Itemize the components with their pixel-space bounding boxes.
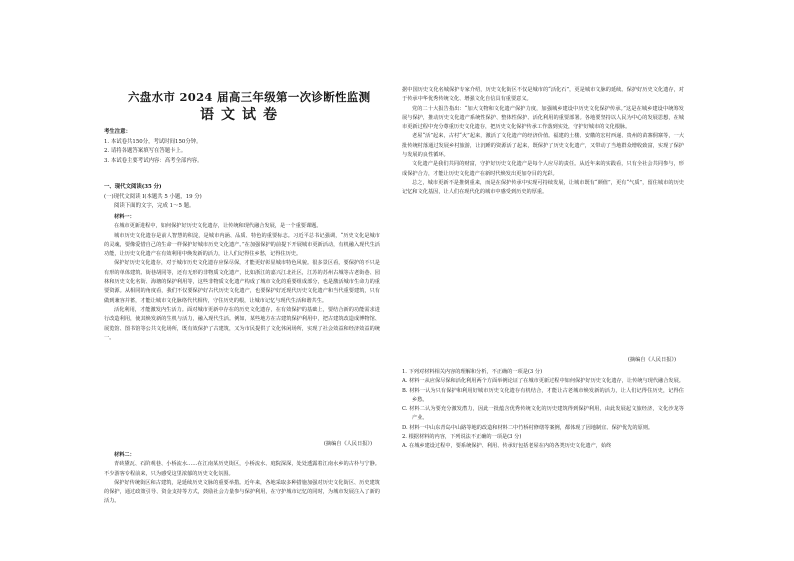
exam-title: 六盘水市 2024 届高三年级第一次诊断性监测: [128, 90, 371, 104]
section-header: [104, 183, 380, 212]
question-2-option: A. 在城乡建设过程中，要系统保护、利用、传承好包括老屋在内的各类历史文化遗产，始终: [402, 443, 612, 450]
material-2: [104, 451, 380, 556]
material-1-source: (摘编自《人民日报》): [323, 441, 372, 447]
question-1-option: D. 材料一中山东青岛中山路等地的改造和材料二中竹桥村修缮等案例，都体现了因地制宜、保护优先的原则。: [402, 424, 654, 431]
material-2-label: 材料二：: [114, 452, 135, 458]
exam-subtitle: 语文试卷: [200, 107, 284, 123]
right-source-row: [402, 356, 684, 365]
material-1: [104, 213, 380, 438]
notice-heading: 考生注意：: [104, 129, 131, 135]
notice-block: [104, 128, 380, 166]
question-2-stem: 2. 根据材料的内容，下列说法不正确的一项是(3 分): [402, 434, 522, 441]
question-1-option: A. 材料一从应保尽保和活化利用两个方面举例论证了在城市更新过程中如何保护好历史文化遗存，让传统与现代融合发展。: [402, 378, 684, 385]
right-column: [397, 0, 794, 561]
material-1-label: 材料一：: [114, 214, 135, 220]
notice-item: 2. 请将各题答案填写在答题卡上。: [104, 148, 187, 155]
notice-item: 3. 本试卷主要考试内容：高考全部内容。: [104, 157, 203, 164]
question-1-option: B. 材料一认为只有保护和利用好城市历史文化遗存有机结合，才能让古老城市焕发新的活力，让人们记得住历史，记得住乡愁。: [402, 387, 684, 403]
questions-block: [402, 368, 684, 556]
section-instruction: 阅读下面的文字，完成 1～5 题。: [114, 203, 195, 210]
material-1-paragraph: 城市历史文化遗存是前人智慧的积淀，是城市内涵、品质、特色的重要标志。习近平总书记强调，“历史文化是城市的灵魂，要像爱惜自己的生命一样保护好城市历史文化遗产。”在加强保护的前提下开展城市更新活动，有机融入现代生活功能，让历史文化遗产在有效利用中焕发新的活力，让人们记得住乡愁，记得住历史。: [104, 232, 380, 258]
right-source: (摘编自《人民日报》): [627, 357, 676, 363]
material-1-source-row: [104, 440, 380, 449]
right-paragraph: 总之，城市更新不是推倒重来，而是在保护传承中实现可持续发展，让城市既有“颜值”，更有“气质”，留住城市的历史记忆和文化基因，让人们在现代化的城市中感受到历史的厚重。: [402, 179, 684, 196]
right-paragraph: 文化遗产是我们共同的财富，守护好历史文化遗产是每个人应尽的责任。从近年来的实践看，只有全社会共同参与，形成保护合力，才能让历史文化遗产在新时代焕发出更加夺目的光彩。: [402, 161, 684, 177]
material-1-paragraph: 在城市更新进程中，如何保护好历史文化遗存，让传统和现代融合发展，是一个重要课题。: [114, 223, 322, 230]
right-paragraph: 老屋“活”起来，古村“火”起来，激活了文化遗产的经济价值。福建的土楼、安徽的宏村西递、贵州的苗寨侗寨等，一大批传统村落通过发展乡村旅游，让沉睡的资源活了起来，既保护了历史文化遗产，又带动了当地群众增收致富，实现了保护与发展的良性循环。: [402, 133, 684, 159]
material-1-paragraph: 活化利用，才能激发内生活力。面对城市更新中存在的历史文化遗存，在有效保护的基础上，要结合新的功能需求进行改造利用，使其焕发新的生机与活力，融入现代生活。例如，某些地方在古建筑保护利用中，把古建筑改造成博物馆、展览馆、图书馆等公共文化场所，既有效保护了古建筑，又为市民提供了文化休闲场所，实现了社会效益和经济效益的统一。: [104, 306, 380, 341]
right-column-text: [402, 86, 684, 352]
material-2-paragraph: 青砖黛瓦、石阶观巷、小桥流水……在江南某历史街区，小桥流水、庭院深深，处处透露着江南水乡的古朴与宁静。不少游客专程前来，只为感受这里浓郁的历史文化氛围。: [104, 461, 380, 477]
material-1-paragraph: 保护好历史文化遗存，对于城市历史文化遗存应保尽保，才能更好彰显城市特色风貌。很多景区看，要保护的不只是有形的单体建筑、街巷胡同等，还有无形的非物质文化遗产，比如浙江的嘉兴江北社区，江苏的苏州古城等古老街巷、园林和历史文化名街、海塘的保护利用等，这些非物质文化遗产构成了城市文化的重要组成部分，也是激活城市生命力的重要资源。从相同的角度看，我们不仅要保护好古代历史文化遗产，也要保护好近现代历史文化遗产和当代重要建筑，只有做到兼容并蓄，才能让城市文化脉络代代相传，守住历史的根，让城市记忆与现代生活和谐共生。: [104, 260, 380, 304]
right-paragraph: 据中国历史文化名城保护专家介绍，历史文化街区不仅是城市的“活化石”，更是城市文脉的延续。保护好历史文化遗存，对于传承中华优秀传统文化、增强文化自信具有重要意义。: [402, 87, 684, 103]
section-heading: 一、现代文阅读(35 分): [104, 184, 162, 190]
material-2-paragraph: 保护好传统街区和古建筑，是延续历史文脉的重要举措。近年来，各地采取多种措施加强对历史文化街区、历史建筑的保护，通过政策引导、资金支持等方式，鼓励社会力量参与保护利用，在守护城市记忆的同时，为城市发展注入了新的活力。: [104, 479, 380, 505]
question-1-stem: 1. 下列对材料相关内容的理解和分析，不正确的一项是(3 分): [402, 369, 543, 375]
section-sub-heading: (一)现代文阅读 I(本题共 5 小题，19 分): [104, 193, 202, 200]
notice-item: 1. 本试卷共150分，考试时间150分钟。: [104, 138, 202, 145]
right-paragraph: 党的二十大报告指出：“加大文物和文化遗产保护力度，加强城乡建设中历史文化保护传承。”这是在城乡建设中统筹发展与保护，推动历史文化遗产系统性保护、整体性保护、活化利用的重要部署。各地要坚持以人民为中心的发展思想，在城市更新过程中充分尊重历史文化遗存，把历史文化保护传承工作落到实处，守护好城市的文化根脉。: [402, 105, 684, 131]
question-1-option: C. 材料二认为要充分激发潜力，因此一批蕴含优秀传统文化的历史建筑得到保护利用，由此发展起文旅经济，文化沙龙等产业。: [402, 406, 684, 422]
